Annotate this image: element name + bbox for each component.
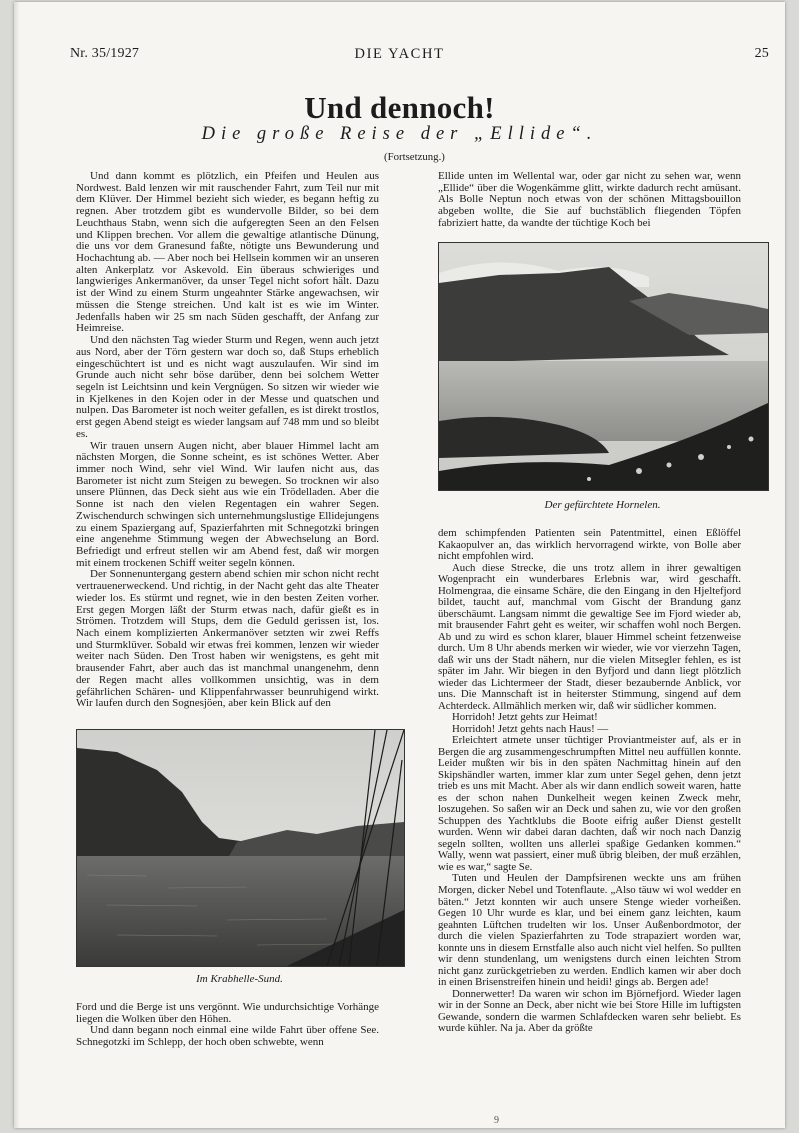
photo-hornelen bbox=[438, 242, 769, 491]
issue-number: Nr. 35/1927 bbox=[70, 46, 140, 61]
paragraph: Und dann kommt es plötzlich, ein Pfeifen und Heulen aus Nordwest. Bald lenzen wir mit rauschender Fahrt, zum Teil nur mit dem Klüver. Der Himmel bezieht sich wieder, es begann heftig zu regnen. Aber trotzdem gibt es wundervolle Bilder, so bei dem Leuchthaus Stabn, wenn sich die aufgeregten Seen an den Felsen und Klippen brechen. Vor allem die gewaltige atlantische Dünung, die uns vor dem Granesund faßte, nötigte uns Bewunderung und Hochachtung ab. — Aber noch bei Hellsein kommen wir an unseren alten Ankerplatz vor Askevold. Ein überaus schwieriges und langwieriges Ankermanöver, da unser Tegel nicht sofort hält. Dazu ist der Wind zu einem Sturm ungeahnter Stärke angewachsen, wir müssen die Stenge streichen. Und kalt ist es wie im Winter. Jedenfalls haben wir 25 sm nach Süden geschafft, der Anfang zur Heimreise. bbox=[76, 171, 379, 335]
left-column-bottom bbox=[76, 1002, 379, 1052]
photo-caption-krabhelle-sund: Im Krabhelle-Sund. bbox=[196, 973, 283, 985]
magazine-page bbox=[14, 2, 785, 1128]
hornelen-photo-image bbox=[439, 243, 768, 490]
paragraph: Horridoh! Jetzt gehts zur Heimat! bbox=[452, 711, 598, 724]
paragraph: Tuten und Heulen der Dampfsirenen weckte uns am frühen Morgen, dicker Nebel und Totenflaute. „Also täuw wi wol wedder en bäten.“ Jetzt konnten wir auch unsere Stenge wieder vorheißen. Gegen 10 Uhr wurde es klar, und bei einem ganz leichten, kaum geahnten Lüftchen trudelten wir los. Unser Außenbordmotor, der durch die vielen Spazierfahrten zu Tode strapaziert worden war, konnte uns in diesem Ernstfalle also auch nicht viel helfen. So pullten wir denn stundenlang, um wenigstens durch einen leichten Strom nicht ganz zurückgetrieben zu werden. Endlich kamen wir aber doch in einen Brisenstreifen hinein und heidi! gings ab. Bergen ade! bbox=[438, 872, 741, 989]
paragraph: Und dann begann noch einmal eine wilde Fahrt über offene See. Schnegotzki im Schlepp, der hoch oben schwebte, wenn bbox=[76, 1024, 379, 1049]
paragraph: Ellide unten im Wellental war, oder gar nicht zu sehen war, wenn „Ellide“ über die Wogenkämme glitt, wirkte dadurch recht amüsant. Als Bolle Neptun noch etwas von der schönen Mittagsbouillon abgeben wollte, die Sie auf buchstäblich fliegenden Töpfen fabriziert hatte, da wandte der tüchtige Koch bei bbox=[438, 171, 741, 229]
right-column-bottom bbox=[438, 528, 741, 1058]
photo-krabhelle-sund bbox=[76, 729, 405, 967]
page-number: 25 bbox=[754, 46, 769, 61]
continuation-note: (Fortsetzung.) bbox=[384, 151, 445, 163]
paragraph: Erleichtert atmete unser tüchtiger Proviantmeister auf, als er in Bergen die arg zusammengeschrumpften Mittel neu auffüllen konnte. Leider mußten wir bis in den späten Nachmittag hinein auf den Skipshändler warten, immer klar zum unter Segel gehen, denn jetzt trieb es uns mit Macht. Aber als wir dann endlich soweit waren, hatte es der schon nahen Dunkelheit wegen keinen Zweck mehr, loszugehen. So saßen wir an Deck und sahen zu, wie vor den großen Schuppen des Yachtklubs die Boote eifrig außer Dienst gestellt wurden. Wenn wir dabei daran dachten, daß wir noch nach Danzig segeln sollten, wollten uns allerlei spaßige Gedanken kommen.“ Wally, wenn wat passiert, einer muß übrig bleiben, der muß erzählen, wie es war,“ sagte Se. bbox=[438, 734, 741, 873]
paragraph: dem schimpfenden Patienten sein Patentmittel, einen Eßlöffel Kakaopulver an, das wirklich hervorragend wirkte, von Bolle aber nicht empfohlen wird. bbox=[438, 528, 741, 563]
photo-caption-hornelen: Der gefürchtete Hornelen. bbox=[544, 499, 661, 511]
paragraph: Donnerwetter! Da waren wir schon im Björnefjord. Wieder lagen wir in der Sonne an Deck, aber nicht wie bei Store Hille im luftigsten Gewande, sondern die warmen Schlafdecken waren sehr beliebt. Es wurde kühler. Na ja. Aber da größte bbox=[438, 987, 741, 1035]
left-column-top bbox=[76, 171, 379, 722]
footer-mark: 9 bbox=[494, 1115, 499, 1126]
paragraph: Der Sonnenuntergang gestern abend schien mir schon nicht recht vertrauenerweckend. Und richtig, in der Nacht geht das alte Theater wieder los. Es stürmt und regnet, wie in den besten Zeiten vorher. Erst gegen Morgen läßt der Sturm etwas nach, dafür gießt es in Strömen. Trotzdem will Stups, dem die Geduld gerissen ist, los. Nach einem komplizierten Ankermanöver setzten wir zwei Reffs und Sturmklüver. Sobald wir etwas frei kommen, lenzen wir wieder weiter nach Süden. Den Trost haben wir wenigstens, es geht mit brausender Fahrt, aber auch das ist manchmal unangenehm, denn der Regen macht alles vollkommen unsichtig, was in dem gefährlichen Schären- und Klippenfahrwasser beunruhigend wirkt. Wir laufen durch den Sognesjöen, aber kein Blick auf den bbox=[76, 568, 379, 710]
right-column-top bbox=[438, 171, 741, 241]
article-title: Und dennoch! bbox=[304, 90, 495, 125]
paragraph: Auch diese Strecke, die uns trotz allem in ihrer gewaltigen Wogenpracht ein wunderbares Erlebnis war, wird geschafft. Holmengraa, die einsame Schäre, die den Eingang in den Hjeltefjord bildet, taucht auf, manchmal vom Gischt der Brandung ganz überschäumt. Langsam nimmt die gewaltige See im Fjord wieder ab, mit brausender Fahrt geht es weiter, wir schaffen wohl noch Bergen. Ab und zu wird es schon klarer, blauer Himmel scheint fetzenweise durch. Um 8 Uhr abends merken wir wieder, wie vor vierzehn Tagen, daß wir uns der Stadt nähern, nur die vielen Mitsegler fehlen, es ist später im Jahr. Wir biegen in den Byfjord und dann liegt plötzlich wieder das Lichtermeer der Stadt, dieser bezaubernde Anblick, vor uns. Die Mannschaft ist in heiterster Stimmung, singend auf dem Achterdeck. Allmählich merken wir, daß wir südlicher kommen. bbox=[438, 561, 741, 712]
paragraph: Horridoh! Jetzt gehts nach Haus! — bbox=[452, 722, 609, 735]
magazine-name: DIE YACHT bbox=[354, 46, 445, 62]
article-subtitle: Die große Reise der „Ellide“. bbox=[201, 124, 598, 144]
paragraph: Wir trauen unsern Augen nicht, aber blauer Himmel lacht am nächsten Morgen, die Sonne scheint, es ist schönes Wetter. Aber immer noch Wind, sehr viel Wind. Wir laufen nicht aus, das Barometer ist nicht zum Steigen zu bewegen. So trocknen wir also unsere Plünnen, das Deck sieht aus wie ein Trödelladen. Aber die Sonne ist nach den vielen Regentagen ein wahrer Segen. Zwischendurch schwingen sich unternehmungslustige Ellidejungens zu einem Spaziergang auf, Spazierfahrten mit Schnegotzki bringen eine angenehme Stimmung wegen der Abwechselung an Bord. Befriedigt und erfreut stellen wir am Abend fest, daß wir morgen mit einem trockenen Schiff weiter segeln können. bbox=[76, 439, 379, 569]
fjord-photo-image bbox=[77, 730, 404, 966]
paragraph: Ford und die Berge ist uns vergönnt. Wie undurchsichtige Vorhänge liegen die Wolken über den Höhen. bbox=[76, 1002, 379, 1025]
paragraph: Und den nächsten Tag wieder Sturm und Regen, wenn auch jetzt aus Nord, aber der Törn gestern war doch so, daß Stups erheblich eingeschüchtert ist und es nicht wagt auszulaufen. Wir sind im Grunde auch nicht sehr böse darüber, denn bei solchem Wetter segeln ist Leichtsinn und kein Vergnügen. So sitzen wir wieder wie in Kjelkenes in den Kojen oder in der Messe und quatschen und nulpen. Das Barometer ist noch weiter gefallen, es ist direkt trostlos, erst gegen Abend steigt es wieder langsam auf 748 mm und so bleibt es. bbox=[76, 334, 379, 440]
